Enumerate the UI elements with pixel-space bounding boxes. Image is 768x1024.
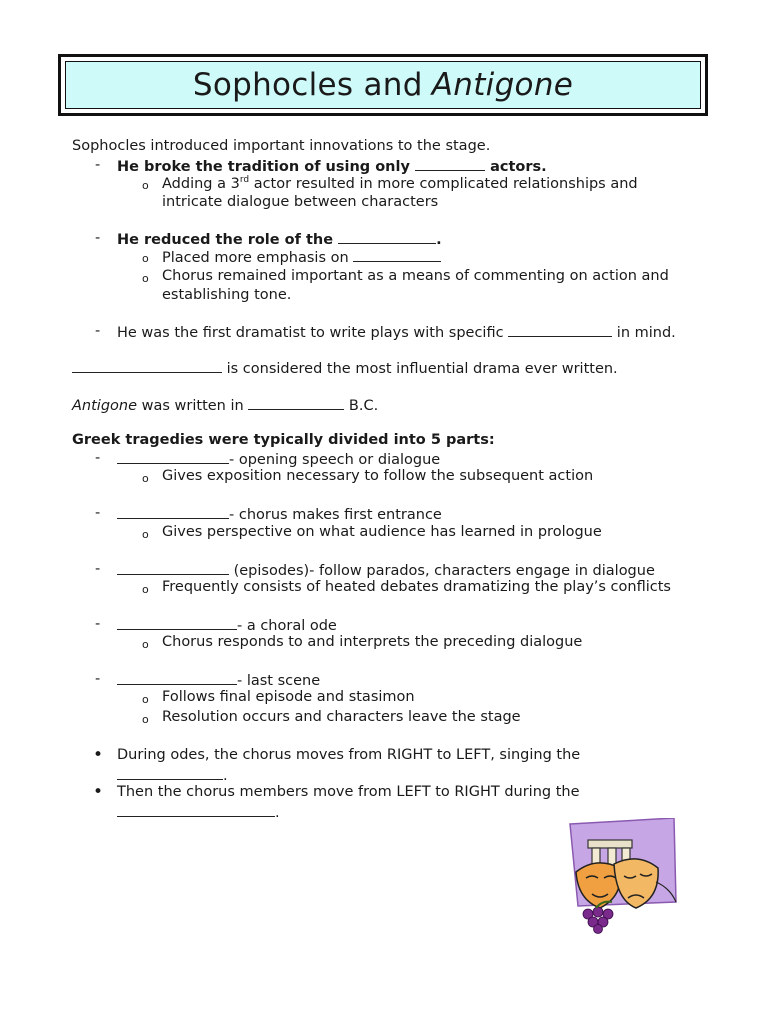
sub-text: Adding a 3: [162, 175, 240, 192]
sub-text-cont: actor resulted in more complicated relationships and: [249, 175, 638, 192]
innovation-1-sub-1-line2: intricate dialogue between characters: [162, 194, 439, 210]
answer-blank[interactable]: [117, 450, 229, 464]
bullet-marker: •: [93, 782, 104, 802]
part-5-sub-2: Resolution occurs and characters leave the stage: [162, 709, 521, 725]
page-title: [65, 61, 701, 109]
influential-text: is considered the most influential drama ever written.: [226, 361, 618, 377]
dash-marker: -: [95, 157, 101, 173]
circle-marker: o: [142, 179, 149, 192]
sub-text: Placed more emphasis on: [162, 250, 349, 266]
answer-blank[interactable]: [415, 157, 485, 171]
answer-blank[interactable]: [117, 505, 229, 519]
dash-marker: -: [95, 323, 101, 339]
answer-blank[interactable]: [117, 616, 237, 630]
part-5: [117, 671, 320, 689]
dash-marker: -: [95, 616, 101, 632]
innovation-2-text: He reduced the role of the: [117, 232, 334, 248]
answer-blank[interactable]: [508, 323, 612, 337]
innovation-2-sub-2: Chorus remained important as a means of commenting on action and: [162, 268, 669, 284]
answer-blank[interactable]: [338, 230, 436, 244]
title-box: [58, 54, 708, 116]
innovation-2-sub-2-line2: establishing tone.: [162, 287, 292, 303]
dash-marker: -: [95, 230, 101, 246]
written-text: was written in: [141, 398, 244, 414]
answer-blank[interactable]: [117, 671, 237, 685]
innovation-1-sub-1: [162, 175, 638, 192]
dash-marker: -: [95, 505, 101, 521]
part-2-sub-1: Gives perspective on what audience has learned in prologue: [162, 524, 602, 540]
parts-heading: Greek tragedies were typically divided into 5 parts:: [72, 432, 495, 448]
innovation-3-text: He was the first dramatist to write plays with specific: [117, 325, 504, 341]
circle-marker: o: [142, 272, 149, 285]
innovation-3-end: in mind.: [616, 325, 676, 341]
innovation-2-end: .: [436, 232, 442, 248]
answer-blank[interactable]: [117, 561, 229, 575]
circle-marker: o: [142, 638, 149, 651]
part-3-sub-1: Frequently consists of heated debates dramatizing the play’s conflicts: [162, 579, 671, 595]
part-4-sub-1: Chorus responds to and interprets the preceding dialogue: [162, 634, 583, 650]
bullet-1-line2: [117, 766, 228, 784]
dash-marker: -: [95, 450, 101, 466]
part-1-sub-1: Gives exposition necessary to follow the subsequent action: [162, 468, 594, 484]
innovation-2-sub-1: [162, 248, 441, 266]
antigone-title: Antigone: [72, 398, 138, 414]
part-4: [117, 616, 337, 634]
bullet-2-end: .: [275, 805, 280, 821]
bullet-2-line2: [117, 803, 280, 821]
part-5-sub-1: Follows final episode and stasimon: [162, 689, 415, 705]
dash-marker: -: [95, 561, 101, 577]
part-2-desc: - chorus makes first entrance: [229, 507, 442, 523]
answer-blank[interactable]: [353, 248, 441, 262]
title-italic: Antigone: [431, 67, 574, 103]
circle-marker: o: [142, 713, 149, 726]
part-3: [117, 561, 655, 579]
part-1: [117, 450, 440, 468]
innovation-2: [117, 230, 442, 248]
bullet-marker: •: [93, 745, 104, 765]
part-1-desc: - opening speech or dialogue: [229, 452, 441, 468]
innovation-1-text: He broke the tradition of using only: [117, 159, 410, 175]
circle-marker: o: [142, 528, 149, 541]
theater-masks-icon: [566, 818, 680, 934]
intro-text: Sophocles introduced important innovations to the stage.: [72, 138, 491, 154]
written-end: B.C.: [348, 398, 379, 414]
bullet-1-end: .: [223, 768, 228, 784]
innovation-3: [117, 323, 676, 341]
innovation-1-end: actors.: [490, 159, 547, 175]
bullet-1: During odes, the chorus moves from RIGHT to LEFT, singing the: [117, 747, 581, 763]
innovation-1: [117, 157, 547, 175]
circle-marker: o: [142, 252, 149, 265]
circle-marker: o: [142, 472, 149, 485]
title-main: Sophocles and: [192, 67, 423, 103]
part-2: [117, 505, 442, 523]
part-3-desc: (episodes)- follow parados, characters engage in dialogue: [233, 563, 655, 579]
answer-blank[interactable]: [248, 396, 344, 410]
answer-blank[interactable]: [117, 803, 275, 817]
answer-blank[interactable]: [117, 766, 223, 780]
dash-marker: -: [95, 671, 101, 687]
part-5-desc: - last scene: [237, 673, 321, 689]
answer-blank[interactable]: [72, 359, 222, 373]
circle-marker: o: [142, 583, 149, 596]
part-4-desc: - a choral ode: [237, 618, 337, 634]
circle-marker: o: [142, 693, 149, 706]
bullet-2: Then the chorus members move from LEFT to RIGHT during the: [117, 784, 580, 800]
influential-line: [72, 359, 618, 377]
written-line: [72, 396, 378, 414]
superscript: rd: [239, 175, 250, 185]
